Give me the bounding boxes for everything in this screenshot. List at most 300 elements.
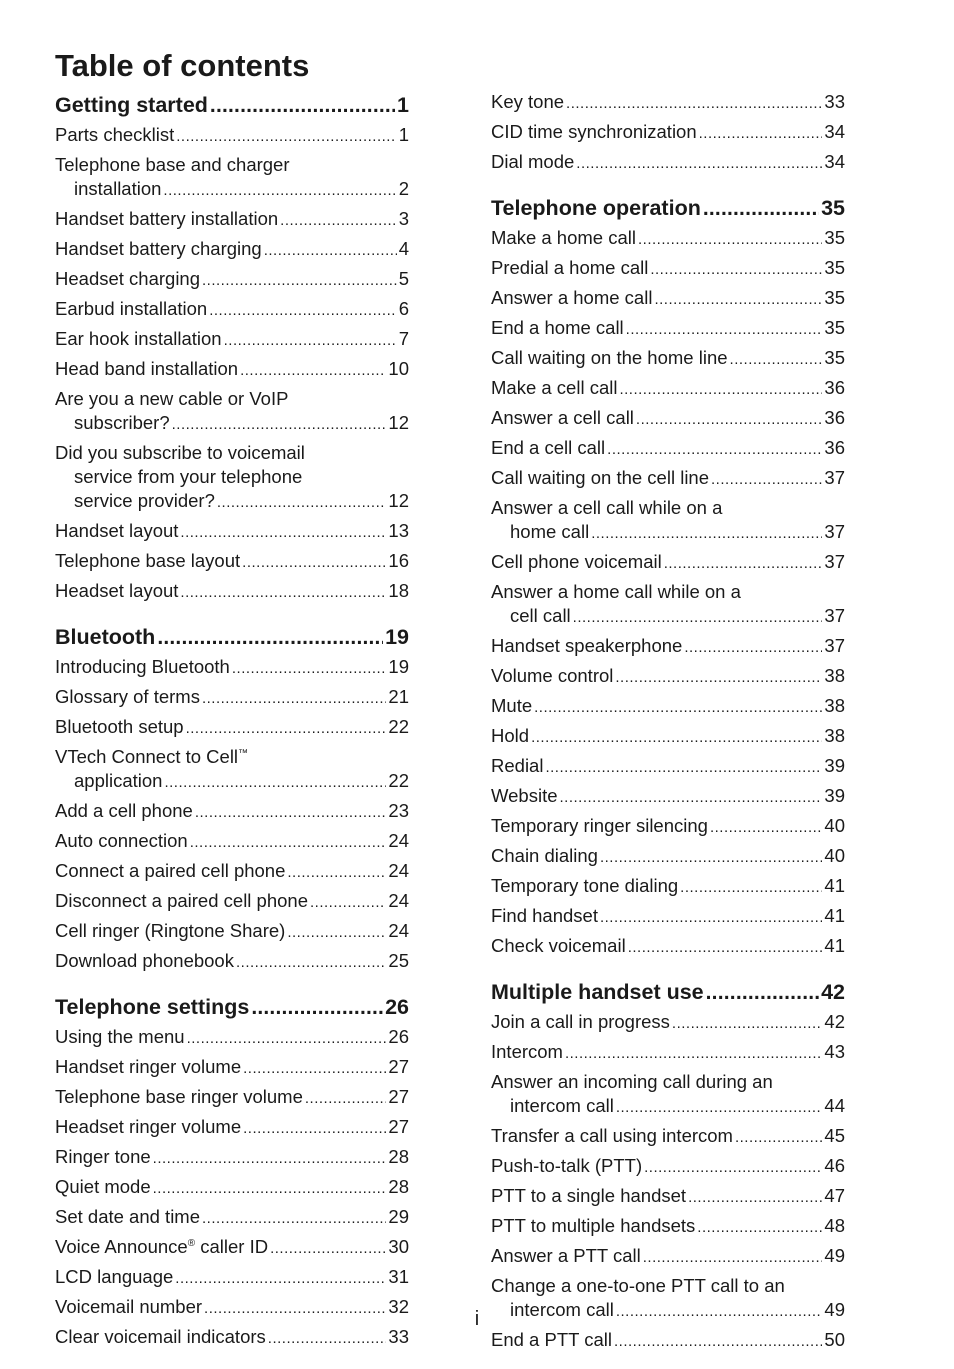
label-text: Download phonebook	[55, 950, 234, 971]
label-text: Temporary ringer silencing	[491, 815, 708, 836]
toc-entry-label	[55, 207, 278, 231]
label-text: Check voicemail	[491, 935, 626, 956]
toc-entry-label	[55, 1205, 200, 1229]
dot-leader	[626, 318, 823, 342]
toc-entry-label	[491, 1274, 845, 1298]
toc-entry-row	[491, 316, 845, 342]
toc-entry-label	[55, 655, 230, 679]
section-heading[interactable]	[55, 88, 409, 121]
label-text: service provider?	[74, 490, 215, 511]
toc-entry-page: 33	[388, 1326, 409, 1347]
toc-entry-page: 13	[388, 520, 409, 541]
toc-entry[interactable]	[55, 517, 409, 547]
toc-entry-page: 33	[824, 91, 845, 112]
toc-entry[interactable]	[491, 1068, 845, 1122]
toc-entry-label	[55, 1145, 151, 1169]
toc-entry-label	[491, 1154, 642, 1178]
toc-entry-label	[491, 1244, 641, 1268]
toc-entry[interactable]	[491, 1038, 845, 1068]
toc-entry-page: 23	[388, 800, 409, 821]
dot-leader	[565, 1042, 822, 1066]
toc-entry-row	[55, 489, 409, 515]
toc-entry[interactable]	[491, 284, 845, 314]
toc-entry-row	[55, 123, 409, 149]
toc-entry-row	[491, 90, 845, 116]
toc-entry-page: 24	[388, 830, 409, 851]
dot-leader	[576, 152, 822, 176]
toc-entry-row	[55, 1145, 409, 1171]
label-text: LCD language	[55, 1266, 174, 1287]
toc-entry-label	[491, 634, 682, 658]
dot-leader	[190, 831, 387, 855]
toc-entry-page: 24	[388, 920, 409, 941]
toc-entry-page: 41	[824, 905, 845, 926]
toc-entry-row	[55, 1175, 409, 1201]
dot-leader	[287, 921, 386, 945]
dot-leader	[243, 1057, 386, 1081]
toc-column-left	[55, 88, 409, 1366]
label-text: Telephone base and charger	[55, 154, 290, 175]
label-text: Handset layout	[55, 520, 179, 541]
toc-entry-label	[491, 550, 662, 574]
toc-entry-label	[491, 904, 598, 928]
toc-entry-row	[55, 519, 409, 545]
toc-entry-label	[491, 1070, 845, 1094]
toc-entry-page: 41	[824, 935, 845, 956]
toc-entry[interactable]	[491, 224, 845, 254]
toc-entry[interactable]	[491, 434, 845, 464]
label-text: Headset charging	[55, 268, 201, 289]
label-text: Answer a home call while on a	[491, 581, 741, 602]
toc-section	[55, 620, 409, 977]
label-text: Volume control	[491, 665, 614, 686]
toc-entry[interactable]	[55, 547, 409, 577]
label-text: Transfer a call using intercom	[491, 1125, 733, 1146]
label-text: Are you a new cable or VoIP	[55, 388, 289, 409]
toc-entry[interactable]	[55, 1053, 409, 1083]
toc-entry-label	[55, 1265, 173, 1289]
toc-entry-page: 30	[388, 1236, 409, 1257]
toc-entry[interactable]	[491, 1242, 845, 1272]
toc-entry-page: 6	[398, 298, 409, 319]
toc-entry-row	[55, 829, 409, 855]
toc-entry[interactable]	[491, 494, 845, 548]
toc-section	[491, 975, 845, 1356]
toc-entry[interactable]	[491, 632, 845, 662]
section-title	[55, 993, 249, 1021]
toc-entry[interactable]	[55, 205, 409, 235]
toc-entry-row	[55, 1085, 409, 1111]
section-title	[55, 623, 155, 651]
label-text: Make a cell call	[491, 377, 618, 398]
toc-entry-label	[74, 177, 161, 201]
dot-leader	[217, 491, 387, 515]
page-number: i	[474, 1308, 480, 1330]
dot-leader	[305, 1087, 387, 1111]
toc-entry-page: 49	[824, 1299, 845, 1320]
toc-entry[interactable]	[491, 88, 845, 118]
toc-entry-label	[510, 1094, 614, 1118]
toc-entry-row	[55, 889, 409, 915]
toc-entry-page: 37	[824, 551, 845, 572]
toc-entry[interactable]	[491, 1008, 845, 1038]
toc-entry-row	[55, 949, 409, 975]
toc-entry-page: 21	[388, 686, 409, 707]
toc-entry[interactable]	[491, 932, 845, 962]
toc-section	[55, 990, 409, 1353]
dot-leader	[236, 951, 386, 975]
toc-entry[interactable]	[491, 464, 845, 494]
toc-entry-label	[491, 934, 626, 958]
toc-entry[interactable]	[491, 752, 845, 782]
toc-entry-label	[55, 267, 200, 291]
dot-leader	[210, 92, 395, 120]
toc-entry-label	[510, 520, 589, 544]
toc-entry[interactable]	[491, 254, 845, 284]
toc-entry[interactable]	[491, 692, 845, 722]
section-page-number: 19	[385, 625, 409, 649]
dot-leader	[186, 717, 387, 741]
toc-entry[interactable]	[55, 917, 409, 947]
toc-entry-row	[491, 604, 845, 630]
toc-entry-page: 31	[388, 1266, 409, 1287]
toc-entry-row	[55, 411, 409, 437]
toc-entry[interactable]	[55, 947, 409, 977]
toc-entry-page: 26	[388, 1026, 409, 1047]
toc-entry-row	[55, 769, 409, 795]
toc-entry-page: 1	[398, 124, 409, 145]
toc-entry-label	[491, 256, 648, 280]
toc-entry-label	[491, 1184, 686, 1208]
toc-entry[interactable]	[55, 1233, 409, 1263]
toc-entry-label	[55, 1085, 303, 1109]
label-text: Handset ringer volume	[55, 1056, 242, 1077]
label-text: Clear voicemail indicators	[55, 1326, 266, 1347]
label-text: VTech Connect to Cell	[55, 746, 239, 767]
label-text: Earbud installation	[55, 298, 208, 319]
toc-entry[interactable]	[491, 782, 845, 812]
dot-leader	[615, 666, 822, 690]
label-text: application	[74, 770, 163, 791]
toc-entry-row	[55, 177, 409, 203]
toc-entry[interactable]	[55, 265, 409, 295]
toc-entry-page: 4	[398, 238, 409, 259]
toc-entry-label	[74, 411, 170, 435]
toc-entry-label	[55, 745, 409, 769]
toc-entry-label	[491, 150, 574, 174]
toc-entry[interactable]	[491, 902, 845, 932]
label-text: Head band installation	[55, 358, 239, 379]
label-text: cell call	[510, 605, 571, 626]
toc-entry[interactable]	[55, 857, 409, 887]
toc-entry-label	[55, 237, 262, 261]
dot-leader	[240, 359, 386, 383]
label-text: Handset battery installation	[55, 208, 279, 229]
toc-entry[interactable]	[55, 743, 409, 797]
toc-entry-page: 19	[388, 656, 409, 677]
label-text: Key tone	[491, 91, 565, 112]
toc-entry[interactable]	[55, 121, 409, 151]
toc-entry-page: 28	[388, 1146, 409, 1167]
toc-entry[interactable]	[491, 662, 845, 692]
section-page-number: 42	[821, 980, 845, 1004]
toc-entry-row	[55, 579, 409, 605]
label-text: Cell phone voicemail	[491, 551, 662, 572]
label-text: Using the menu	[55, 1026, 185, 1047]
label-text: Add a cell phone	[55, 800, 193, 821]
label-text: Bluetooth	[55, 625, 156, 649]
toc-entry-label	[491, 316, 624, 340]
toc-entry[interactable]	[491, 404, 845, 434]
dot-leader	[711, 468, 822, 492]
toc-entry-page: 43	[824, 1041, 845, 1062]
toc-entry[interactable]	[55, 887, 409, 917]
label-text: Website	[491, 785, 558, 806]
dot-leader	[202, 687, 386, 711]
toc-entry-row	[491, 226, 845, 252]
toc-entry-row	[491, 634, 845, 660]
toc-entry[interactable]	[55, 325, 409, 355]
label-text: Telephone base ringer volume	[55, 1086, 303, 1107]
dot-leader	[619, 378, 822, 402]
label-text: Headset ringer volume	[55, 1116, 242, 1137]
toc-entry[interactable]	[55, 1173, 409, 1203]
label-text: Set date and time	[55, 1206, 201, 1227]
section-heading[interactable]	[491, 191, 845, 224]
page-title: Table of contents	[55, 48, 310, 83]
toc-entry-page: 35	[824, 287, 845, 308]
dot-leader	[591, 522, 822, 546]
label-text: End a home call	[491, 317, 624, 338]
toc-entry[interactable]	[491, 872, 845, 902]
toc-entry[interactable]	[491, 148, 845, 178]
toc-entry-row	[491, 1214, 845, 1240]
label-text: Change a one-to-one PTT call to an	[491, 1275, 785, 1296]
toc-entry-row	[491, 1094, 845, 1120]
label-text: PTT to a single handset	[491, 1185, 687, 1206]
toc-entry-label	[55, 327, 222, 351]
toc-entry-page: 38	[824, 665, 845, 686]
toc-entry[interactable]	[491, 812, 845, 842]
toc-entry-label	[55, 859, 285, 883]
dot-leader	[531, 726, 822, 750]
label-text: Ear hook installation	[55, 328, 222, 349]
toc-entry[interactable]	[55, 355, 409, 385]
toc-entry[interactable]	[491, 1122, 845, 1152]
toc-entry[interactable]	[55, 295, 409, 325]
toc-entry[interactable]	[491, 374, 845, 404]
dot-leader	[643, 1246, 823, 1270]
toc-entry-row	[55, 237, 409, 263]
dot-leader	[672, 1012, 823, 1036]
toc-entry[interactable]	[491, 842, 845, 872]
toc-entry[interactable]	[55, 827, 409, 857]
section-title	[55, 91, 208, 119]
toc-entry[interactable]	[55, 1203, 409, 1233]
toc-entry[interactable]	[491, 118, 845, 148]
label-text: CID time synchronization	[491, 121, 697, 142]
toc-entry-label	[55, 153, 409, 177]
toc-entry-row	[491, 1154, 845, 1180]
toc-entry[interactable]	[55, 439, 409, 517]
toc-entry-page: 12	[388, 412, 409, 433]
label-text: Did you subscribe to voicemail	[55, 442, 305, 463]
dot-leader	[202, 269, 397, 293]
dot-leader	[638, 228, 822, 252]
section-heading[interactable]	[55, 620, 409, 653]
dot-leader	[243, 1117, 386, 1141]
toc-entry-row	[491, 286, 845, 312]
toc-entry-label	[491, 286, 652, 310]
toc-entry-row	[491, 376, 845, 402]
toc-entry-label	[491, 436, 605, 460]
dot-leader	[566, 92, 822, 116]
dot-leader	[688, 1186, 822, 1210]
toc-entry-page: 5	[398, 268, 409, 289]
toc-entry[interactable]	[491, 1152, 845, 1182]
toc-entry-label	[491, 346, 728, 370]
label-text: intercom call	[510, 1299, 614, 1320]
toc-entry-label	[55, 889, 308, 913]
toc-entry-row	[491, 1040, 845, 1066]
dot-leader	[209, 299, 396, 323]
toc-entry-row	[491, 120, 845, 146]
toc-entry-row	[55, 1055, 409, 1081]
toc-entry-label	[491, 1124, 733, 1148]
toc-entry[interactable]	[55, 653, 409, 683]
toc-entry[interactable]	[55, 1023, 409, 1053]
toc-entry-row	[55, 1235, 409, 1261]
toc-entry-label	[55, 387, 409, 411]
toc-entry-label	[491, 724, 529, 748]
dot-leader	[684, 636, 822, 660]
label-text: Introducing Bluetooth	[55, 656, 230, 677]
label-text: Temporary tone dialing	[491, 875, 679, 896]
toc-entry-row	[55, 859, 409, 885]
label-text: Answer an incoming call during an	[491, 1071, 773, 1092]
toc-entry-page: 12	[388, 490, 409, 511]
section-heading[interactable]	[55, 990, 409, 1023]
toc-entry-label	[491, 496, 845, 520]
label-text: End a cell call	[491, 437, 606, 458]
toc-entry[interactable]	[55, 797, 409, 827]
toc-entry-label	[55, 919, 285, 943]
dot-leader	[224, 329, 397, 353]
toc-entry-page: 45	[824, 1125, 845, 1146]
toc-entry[interactable]	[55, 1083, 409, 1113]
toc-entry-row	[491, 934, 845, 960]
toc-entry-page: 37	[824, 635, 845, 656]
toc-entry-row	[55, 715, 409, 741]
label-text: Find handset	[491, 905, 598, 926]
toc-entry[interactable]	[55, 577, 409, 607]
trademark-symbol: ™	[238, 747, 249, 759]
toc-entry[interactable]	[491, 314, 845, 344]
toc-entry-row	[491, 664, 845, 690]
toc-entry[interactable]	[491, 722, 845, 752]
dot-leader	[644, 1156, 822, 1180]
toc-entry-page: 42	[824, 1011, 845, 1032]
toc-entry-row	[55, 1265, 409, 1291]
label-text: Telephone settings	[55, 995, 250, 1019]
toc-entry-page: 22	[388, 770, 409, 791]
toc-entry-page: 36	[824, 377, 845, 398]
label-text: service from your telephone	[74, 466, 303, 487]
toc-entry-page: 47	[824, 1185, 845, 1206]
toc-entry-label	[74, 489, 215, 513]
toc-entry-page: 36	[824, 407, 845, 428]
toc-entry-label	[55, 1235, 268, 1259]
label-text: PTT to multiple handsets	[491, 1215, 696, 1236]
toc-entry-page: 16	[388, 550, 409, 571]
dot-leader	[600, 906, 822, 930]
toc-entry[interactable]	[491, 1212, 845, 1242]
toc-entry-page: 49	[824, 1245, 845, 1266]
label-text: Connect a paired cell phone	[55, 860, 286, 881]
dot-leader	[730, 348, 823, 372]
dot-leader	[176, 125, 396, 149]
label-text: Join a call in progress	[491, 1011, 670, 1032]
dot-leader	[251, 994, 383, 1022]
toc-entry[interactable]	[55, 683, 409, 713]
toc-entry[interactable]	[55, 385, 409, 439]
dot-leader	[697, 1216, 822, 1240]
toc-entry[interactable]	[55, 151, 409, 205]
toc-entry[interactable]	[55, 713, 409, 743]
label-text: home call	[510, 521, 590, 542]
toc-entry[interactable]	[55, 1113, 409, 1143]
toc-entry-label	[491, 1010, 670, 1034]
toc-entry-label	[491, 1040, 563, 1064]
toc-entry-label	[491, 844, 598, 868]
dot-leader	[560, 786, 823, 810]
toc-entry-row	[491, 694, 845, 720]
toc-entry-page: 34	[824, 151, 845, 172]
toc-entry-page: 39	[824, 755, 845, 776]
label-text: Mute	[491, 695, 533, 716]
toc-entry-label	[491, 376, 617, 400]
toc-entry-page: 27	[388, 1056, 409, 1077]
toc-entry-label	[491, 664, 613, 688]
label-text: Hold	[491, 725, 530, 746]
toc-entry-page: 7	[398, 328, 409, 349]
label-text: Predial a home call	[491, 257, 649, 278]
section-heading[interactable]	[491, 975, 845, 1008]
toc-entry-label	[55, 519, 178, 543]
toc-entry-row	[55, 327, 409, 353]
label-text: Glossary of terms	[55, 686, 200, 707]
toc-entry[interactable]	[491, 578, 845, 632]
dot-leader	[232, 657, 387, 681]
toc-entry-row	[55, 1205, 409, 1231]
toc-entry[interactable]	[491, 548, 845, 578]
toc-entry-row	[491, 1244, 845, 1270]
toc-entry[interactable]	[491, 1182, 845, 1212]
dot-leader	[157, 624, 383, 652]
toc-entry[interactable]	[491, 344, 845, 374]
label-text: Telephone base layout	[55, 550, 241, 571]
toc-entry-page: 27	[388, 1086, 409, 1107]
toc-entry[interactable]	[55, 1263, 409, 1293]
toc-entry[interactable]	[55, 1143, 409, 1173]
toc-entry-row	[491, 844, 845, 870]
toc-entry-label	[55, 579, 178, 603]
toc-entry-label	[55, 441, 409, 465]
toc-entry-page: 40	[824, 815, 845, 836]
toc-entry-row	[491, 256, 845, 282]
toc-entry[interactable]	[55, 235, 409, 265]
toc-entry-page: 32	[388, 1296, 409, 1317]
